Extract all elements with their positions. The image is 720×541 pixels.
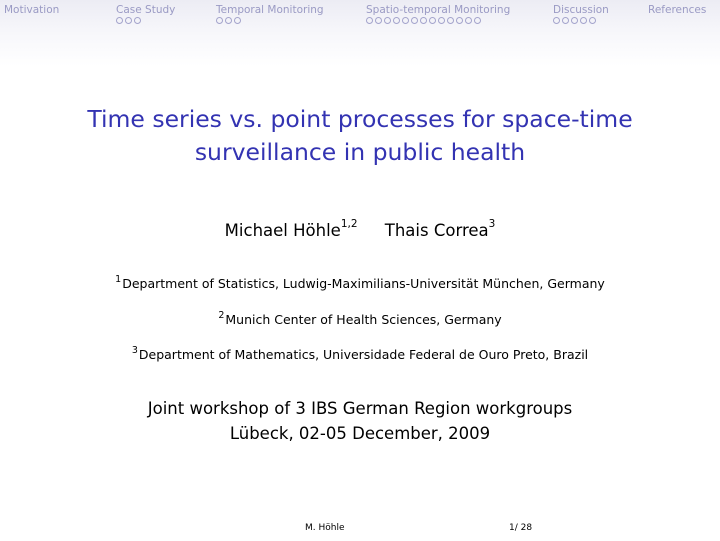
- nav-slide-dot[interactable]: [420, 17, 427, 24]
- footer-author: M. Höhle: [305, 523, 345, 533]
- nav-slide-dot[interactable]: [225, 17, 232, 24]
- nav-slide-dot[interactable]: [125, 17, 132, 24]
- nav-slide-dot[interactable]: [134, 17, 141, 24]
- nav-slide-dot[interactable]: [553, 17, 560, 24]
- nav-slide-dot[interactable]: [465, 17, 472, 24]
- nav-slide-dot[interactable]: [474, 17, 481, 24]
- affiliation-number: 1: [115, 274, 122, 285]
- nav-section-references[interactable]: References: [648, 4, 707, 16]
- affiliation-text: Department of Mathematics, Universidade Federal de Ouro Preto, Brazil: [138, 347, 589, 362]
- nav-slide-dot[interactable]: [393, 17, 400, 24]
- nav-section-temporal-monitoring[interactable]: Temporal Monitoring: [216, 4, 324, 16]
- presentation-title: [0, 103, 720, 169]
- nav-slide-dot[interactable]: [234, 17, 241, 24]
- nav-slide-dot[interactable]: [366, 17, 373, 24]
- nav-slide-dot[interactable]: [589, 17, 596, 24]
- affiliation-number: 3: [131, 345, 138, 356]
- nav-section-spatio-temporal-monitoring[interactable]: Spatio-temporal Monitoring: [366, 4, 511, 16]
- affiliation-number: 2: [218, 310, 225, 321]
- nav-dots-spatio-temporal-monitoring: [366, 17, 481, 25]
- nav-slide-dot[interactable]: [562, 17, 569, 24]
- nav-slide-dot[interactable]: [384, 17, 391, 24]
- nav-slide-dot[interactable]: [375, 17, 382, 24]
- affiliation: [0, 276, 720, 291]
- affiliation-text: Department of Statistics, Ludwig-Maximilians-Universität München, Germany: [122, 276, 605, 291]
- nav-slide-dot[interactable]: [429, 17, 436, 24]
- affiliation: [0, 347, 720, 362]
- title-line-1: Time series vs. point processes for space-time: [87, 105, 633, 133]
- nav-dots-temporal-monitoring: [216, 17, 241, 25]
- nav-section-discussion[interactable]: Discussion: [553, 4, 609, 16]
- author-affiliation-marker: 3: [488, 218, 496, 230]
- author: [384, 218, 496, 240]
- nav-slide-dot[interactable]: [571, 17, 578, 24]
- title-line-2: surveillance in public health: [194, 138, 526, 166]
- nav-section-motivation[interactable]: Motivation: [4, 4, 60, 16]
- author: [224, 218, 358, 240]
- nav-slide-dot[interactable]: [447, 17, 454, 24]
- event-name: Joint workshop of 3 IBS German Region workgroups: [147, 399, 573, 418]
- footer-page-number: 1/ 28: [509, 523, 533, 533]
- nav-slide-dot[interactable]: [116, 17, 123, 24]
- affiliation-text: Munich Center of Health Sciences, Germany: [225, 312, 502, 327]
- nav-slide-dot[interactable]: [411, 17, 418, 24]
- nav-slide-dot[interactable]: [216, 17, 223, 24]
- nav-slide-dot[interactable]: [438, 17, 445, 24]
- nav-slide-dot[interactable]: [456, 17, 463, 24]
- author-name: Thais Correa: [384, 221, 489, 240]
- nav-dots-case-study: [116, 17, 141, 25]
- event-info: [0, 396, 720, 446]
- author-affiliation-marker: 1,2: [340, 218, 358, 230]
- affiliation: [0, 312, 720, 327]
- section-navigation-bar: [0, 0, 720, 66]
- nav-slide-dot[interactable]: [580, 17, 587, 24]
- nav-slide-dot[interactable]: [402, 17, 409, 24]
- event-place-date: Lübeck, 02-05 December, 2009: [229, 424, 491, 443]
- author-name: Michael Höhle: [224, 221, 341, 240]
- nav-section-case-study[interactable]: Case Study: [116, 4, 176, 16]
- nav-dots-discussion: [553, 17, 596, 25]
- author-list: [0, 218, 720, 240]
